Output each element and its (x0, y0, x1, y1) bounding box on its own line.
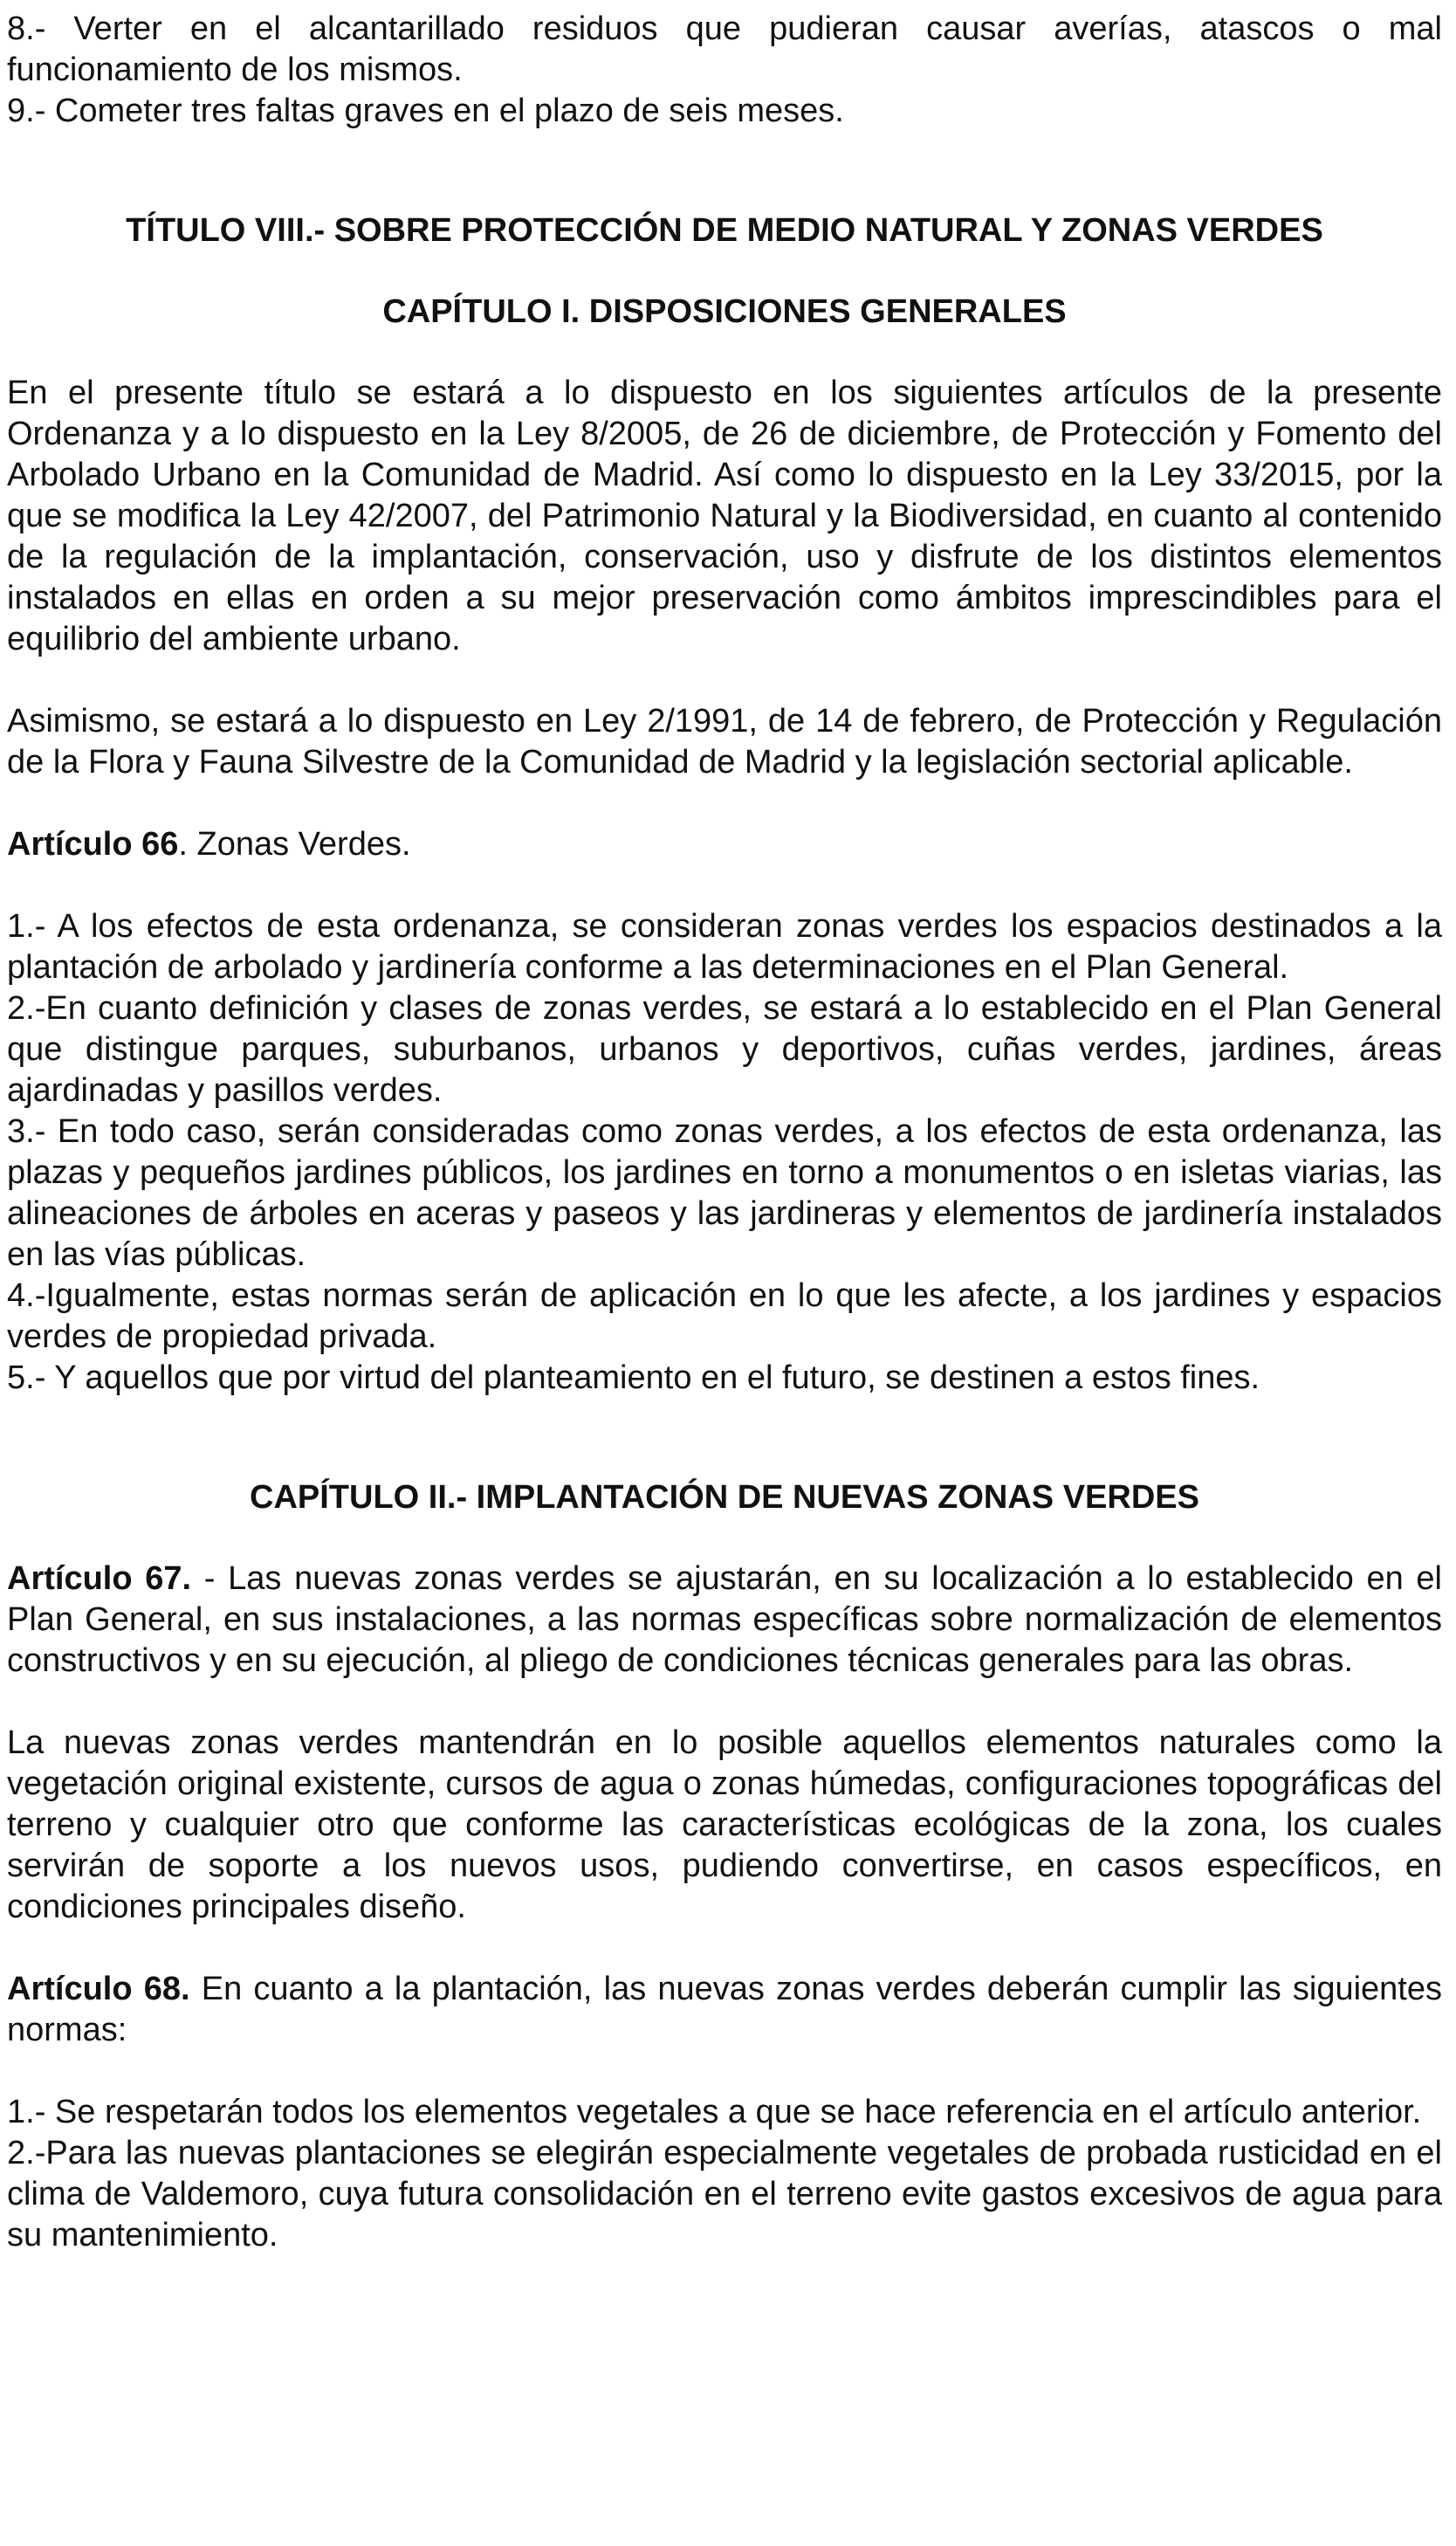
articulo-68-text: En cuanto a la plantación, las nuevas zonas verdes deberán cumplir las siguientes normas: (7, 1971, 1442, 2048)
capitulo-i-heading: CAPÍTULO I. DISPOSICIONES GENERALES (382, 293, 1067, 330)
articulo-68-item-1: 1.- Se respetarán todos los elementos vegetales a que se hace referencia en el artículo anterior. (7, 2094, 1422, 2130)
articulo-66-heading (7, 824, 1442, 865)
intro-item-9: 9.- Cometer tres faltas graves en el plazo de seis meses. (7, 93, 844, 129)
articulo-67-paragraph-1 (7, 1559, 1442, 1682)
articulo-68-item-2: 2.-Para las nuevas plantaciones se elegirán especialmente vegetales de probada rusticidad en el clima de Valdemoro, cuya futura consolidación en el terreno evite gastos excesivos de agua para su mantenimiento. (7, 2135, 1442, 2254)
articulo-67-paragraph-2: La nuevas zonas verdes mantendrán en lo posible aquellos elementos naturales como la vegetación original existente, cursos de agua o zonas húmedas, configuraciones topográficas del terreno y cualquier otro que conforme las características ecológicas de la zona, los cuales servirán de soporte a los nuevos usos, pudiendo convertirse, en casos específicos, en condiciones principales diseño. (7, 1724, 1442, 1925)
articulo-66-item-4: 4.-Igualmente, estas normas serán de aplicación en lo que les afecte, a los jardines y espacios verdes de propiedad privada. (7, 1277, 1442, 1355)
articulo-66-item-5: 5.- Y aquellos que por virtud del planteamiento en el futuro, se destinen a estos fines. (7, 1359, 1260, 1396)
articulo-66-title: . Zonas Verdes. (178, 826, 411, 863)
articulo-66-item-1: 1.- A los efectos de esta ordenanza, se consideran zonas verdes los espacios destinados a la plantación de arbolado y jardinería conforme a las determinaciones en el Plan General. (7, 908, 1442, 986)
articulo-66-item-3: 3.- En todo caso, serán consideradas como zonas verdes, a los efectos de esta ordenanza, las plazas y pequeños jardines públicos, los jardines en torno a monumentos o en isletas viarias, las alineaciones de árboles en aceras y paseos y las jardineras y elementos de jardinería instalados en las vías públicas. (7, 1113, 1442, 1273)
articulo-68-paragraph (7, 1969, 1442, 2051)
titulo-viii-heading: TÍTULO VIII.- SOBRE PROTECCIÓN DE MEDIO NATURAL Y ZONAS VERDES (126, 212, 1323, 249)
articulo-66-label: Artículo 66 (7, 826, 179, 863)
articulo-67-label: Artículo 67. (7, 1560, 192, 1597)
intro-item-8: 8.- Verter en el alcantarillado residuos que pudieran causar averías, atascos o mal funcionamiento de los mismos. (7, 10, 1442, 88)
articulo-67-text: - Las nuevas zonas verdes se ajustarán, en su localización a lo establecido en el Plan General, en sus instalaciones, a las normas específicas sobre normalización de elementos constructivos y en su ejecución, al pliego de condiciones técnicas generales para las obras. (7, 1560, 1442, 1679)
document-page (7, 9, 1442, 2256)
titulo-viii-paragraph-1: En el presente título se estará a lo dispuesto en los siguientes artículos de la presente Ordenanza y a lo dispuesto en la Ley 8/2005, de 26 de diciembre, de Protección y Fomento del Arbolado Urbano en la Comunidad de Madrid. Así como lo dispuesto en la Ley 33/2015, por la que se modifica la Ley 42/2007, del Patrimonio Natural y la Biodiversidad, en cuanto al contenido de la regulación de la implantación, conservación, uso y disfrute de los distintos elementos instalados en ellas en orden a su mejor preservación como ámbitos imprescindibles para el equilibrio del ambiente urbano. (7, 375, 1442, 657)
capitulo-ii-heading: CAPÍTULO II.- IMPLANTACIÓN DE NUEVAS ZONAS VERDES (250, 1479, 1199, 1516)
articulo-68-label: Artículo 68. (7, 1971, 190, 2007)
titulo-viii-paragraph-2: Asimismo, se estará a lo dispuesto en Ley 2/1991, de 14 de febrero, de Protección y Regulación de la Flora y Fauna Silvestre de la Comunidad de Madrid y la legislación sectorial aplicable. (7, 703, 1442, 781)
articulo-66-item-2: 2.-En cuanto definición y clases de zonas verdes, se estará a lo establecido en el Plan General que distingue parques, suburbanos, urbanos y deportivos, cuñas verdes, jardines, áreas ajardinadas y pasillos verdes. (7, 990, 1442, 1109)
